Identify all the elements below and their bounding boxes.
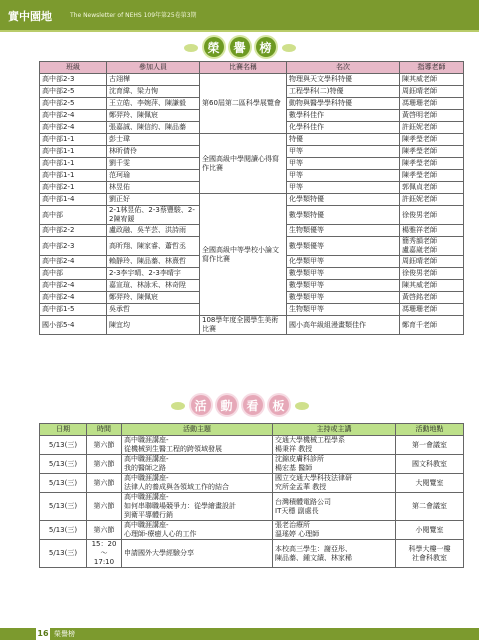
place-cell: 動物與醫學學科特優 [287,98,400,110]
col-header: 日期 [40,424,87,436]
col-header: 活動主題 [122,424,273,436]
teacher-cell: 徐俊男老師 [400,268,464,280]
banner-char: 板 [269,395,289,415]
host-cell: 國立交通大學科技法律研 究所金孟華 教授 [273,474,396,493]
place-cell: 數學類甲等 [287,268,400,280]
topic-cell: 高中職涯講座- 如何串聯職場競爭力：從學繪畫設計 到衛平導體行銷 [122,493,273,521]
participants-cell: 高昕翔、陳家睿、蕭哲丞 [107,237,200,256]
col-header: 指導老師 [400,62,464,74]
leaf-ornament-icon [295,402,309,410]
page-number: 16 [37,629,49,638]
class-cell: 高中部2-4 [40,122,107,134]
newsletter-logo: 實中園地 [8,10,52,23]
leaf-ornament-icon [282,44,296,52]
host-cell: 交通大學機械工程學系 楊秉祥 教授 [273,436,396,455]
col-header: 名次 [287,62,400,74]
table-row [40,455,464,474]
participants-cell: 鄭羿羚、陳佩宸 [107,110,200,122]
participants-cell: 劉千雯 [107,158,200,170]
participants-cell: 林昱佑 [107,182,200,194]
participants-cell: 沈育緯、梁力恂 [107,86,200,98]
class-cell: 高中部2-5 [40,86,107,98]
participants-cell: 2-1林昱佑、2-3蔡豐駿、2-2陳宥鍰 [107,206,200,225]
banner-char: 看 [243,395,263,415]
teacher-cell: 鄭育千老師 [400,316,464,335]
participants-cell: 林昕倩伶 [107,146,200,158]
participants-cell: 張嘉誠、陳信約、陳品蓁 [107,122,200,134]
date-cell: 5/13(三) [40,521,87,540]
place-cell: 國小高年級組漫畫類佳作 [287,316,400,335]
place-cell: 數學類優等 [287,237,400,256]
date-cell: 5/13(三) [40,493,87,521]
host-cell: 張老治療所 溫瑤婷 心理師 [273,521,396,540]
place-cell: 數學類甲等 [287,292,400,304]
class-cell: 高中部2-3 [40,237,107,256]
table-row [40,540,464,568]
place-cell: 生物類優等 [287,225,400,237]
teacher-cell: 陳孝瑩老師 [400,134,464,146]
table-row [40,316,464,335]
table-row [40,194,464,206]
location-cell: 國文科教室 [396,455,464,474]
banner-char: 榮 [204,37,224,57]
class-cell: 高中部2-3 [40,74,107,86]
class-cell: 高中部 [40,268,107,280]
table-row [40,493,464,521]
time-cell: 第六節 [87,436,122,455]
date-cell: 5/13(三) [40,540,87,568]
time-cell: 15：20～ 17:10 [87,540,122,568]
honors-table [39,61,464,335]
class-cell: 高中部1-1 [40,146,107,158]
leaf-ornament-icon [171,402,185,410]
teacher-cell: 周鈺晴老師 [400,86,464,98]
date-cell: 5/13(三) [40,455,87,474]
teacher-cell: 陳其威老師 [400,74,464,86]
topic-cell: 高中職涯講座- 法律人的養成與各領域工作的結合 [122,474,273,493]
place-cell: 數學類特優 [287,206,400,225]
events-banner [0,395,479,417]
date-cell: 5/13(三) [40,474,87,493]
class-cell: 高中部1-1 [40,170,107,182]
host-cell: 台灣積體電路公司 IT天穩 副處長 [273,493,396,521]
teacher-cell: 馮珊珊老師 [400,98,464,110]
topic-cell: 高中職涯講座- 我的醫師之路 [122,455,273,474]
competition-cell: 108學年度全國學生美術比賽 [200,316,287,335]
teacher-cell: 楊雅祥老師 [400,225,464,237]
footer-section-label: 榮譽榜 [54,630,75,638]
class-cell: 國小部5-4 [40,316,107,335]
host-cell: 沈錦皮膚科診所 楊宏基 醫師 [273,455,396,474]
teacher-cell: 黃啓銘老師 [400,292,464,304]
location-cell: 科學大樓一樓 社會科教室 [396,540,464,568]
place-cell: 特優 [287,134,400,146]
teacher-cell: 黃啓明老師 [400,110,464,122]
teacher-cell: 陳孝瑩老師 [400,170,464,182]
place-cell: 甲等 [287,158,400,170]
teacher-cell: 徐俊男老師 [400,206,464,225]
table-row [40,74,464,86]
class-cell: 高中部2-4 [40,110,107,122]
class-cell: 高中部2-4 [40,292,107,304]
table-row [40,521,464,540]
teacher-cell: 陳孝瑩老師 [400,146,464,158]
teacher-cell: 陳孝瑩老師 [400,158,464,170]
participants-cell: 王立皓、李婉萍、陳謙毅 [107,98,200,110]
newsletter-subtitle: The Newsletter of NEHS 109年第25卷第3期 [70,12,197,19]
place-cell: 甲等 [287,170,400,182]
participants-cell: 鄭羿羚、陳佩宸 [107,292,200,304]
teacher-cell: 陳其威老師 [400,280,464,292]
place-cell: 生物類甲等 [287,304,400,316]
place-cell: 甲等 [287,182,400,194]
participants-cell: 陳宜均 [107,316,200,335]
class-cell: 高中部2-5 [40,98,107,110]
place-cell: 化學類特優 [287,194,400,206]
col-header: 時間 [87,424,122,436]
place-cell: 甲等 [287,146,400,158]
teacher-cell: 許鈺妮老師 [400,194,464,206]
location-cell: 大閱覽室 [396,474,464,493]
participants-cell: 2-3李宇晴、2-3李晴宇 [107,268,200,280]
events-table [39,423,464,568]
participants-cell: 盧政融、吳芊芸、洪詩雨 [107,225,200,237]
class-cell: 高中部1-1 [40,158,107,170]
table-header-row [40,424,464,436]
honor-roll-banner [0,37,479,59]
location-cell: 第一會議室 [396,436,464,455]
time-cell: 第六節 [87,521,122,540]
class-cell: 高中部2-2 [40,225,107,237]
topic-cell: 高中職涯講座- 從機械到生醫工程的跨領域發展 [122,436,273,455]
place-cell: 數學科佳作 [287,110,400,122]
participants-cell: 彭士瑋 [107,134,200,146]
class-cell: 高中部2-4 [40,280,107,292]
location-cell: 小閱覽室 [396,521,464,540]
participants-cell: 劉正好 [107,194,200,206]
leaf-ornament-icon [184,44,198,52]
banner-char: 榜 [256,37,276,57]
competition-cell: 全國高級中學閱讀心得寫作比賽 [200,134,287,194]
class-cell: 高中部2-4 [40,256,107,268]
teacher-cell: 周鈺晴老師 [400,256,464,268]
competition-cell: 全國高級中等學校小論文寫作比賽 [200,194,287,316]
teacher-cell: 馮珊珊老師 [400,304,464,316]
time-cell: 第六節 [87,493,122,521]
col-header: 比賽名稱 [200,62,287,74]
teacher-cell: 郭佩貞老師 [400,182,464,194]
participants-cell: 吳承哲 [107,304,200,316]
class-cell: 高中部1-1 [40,134,107,146]
topic-cell: 申請國外大學經驗分享 [122,540,273,568]
place-cell: 化學科佳作 [287,122,400,134]
class-cell: 高中部1-4 [40,194,107,206]
col-header: 活動地點 [396,424,464,436]
class-cell: 高中部 [40,206,107,225]
date-cell: 5/13(三) [40,436,87,455]
participants-cell: 賴靜玲、陳品蓁、林熹哲 [107,256,200,268]
host-cell: 本校高三學生：謝亞彤、 陳品蓁、鍾文績、林家稀 [273,540,396,568]
banner-char: 譽 [230,37,250,57]
place-cell: 工程學科(二)特優 [287,86,400,98]
time-cell: 第六節 [87,455,122,474]
place-cell: 物理與天文學科特優 [287,74,400,86]
col-header: 主持或主講 [273,424,396,436]
time-cell: 第六節 [87,474,122,493]
banner-char: 活 [191,395,211,415]
table-row [40,436,464,455]
page-footer [0,628,479,640]
location-cell: 第二會議室 [396,493,464,521]
competition-cell: 第60屆第二區科學展覽會 [200,74,287,134]
place-cell: 化學類甲等 [287,256,400,268]
participants-cell: 范珂瑜 [107,170,200,182]
col-header: 班級 [40,62,107,74]
table-header-row [40,62,464,74]
class-cell: 高中部1-5 [40,304,107,316]
teacher-cell: 許鈺妮老師 [400,122,464,134]
participants-cell: 古翊樺 [107,74,200,86]
page-header [0,0,479,32]
place-cell: 數學類甲等 [287,280,400,292]
banner-char: 動 [217,395,237,415]
topic-cell: 高中職涯講座- 心理師-療癒人心的工作 [122,521,273,540]
table-row [40,474,464,493]
class-cell: 高中部2-1 [40,182,107,194]
col-header: 參加人員 [107,62,200,74]
table-row [40,134,464,146]
participants-cell: 嘉宣瑄、林詠禾、林奇陞 [107,280,200,292]
teacher-cell: 簡秀韻老師 盧嘉崴老師 [400,237,464,256]
